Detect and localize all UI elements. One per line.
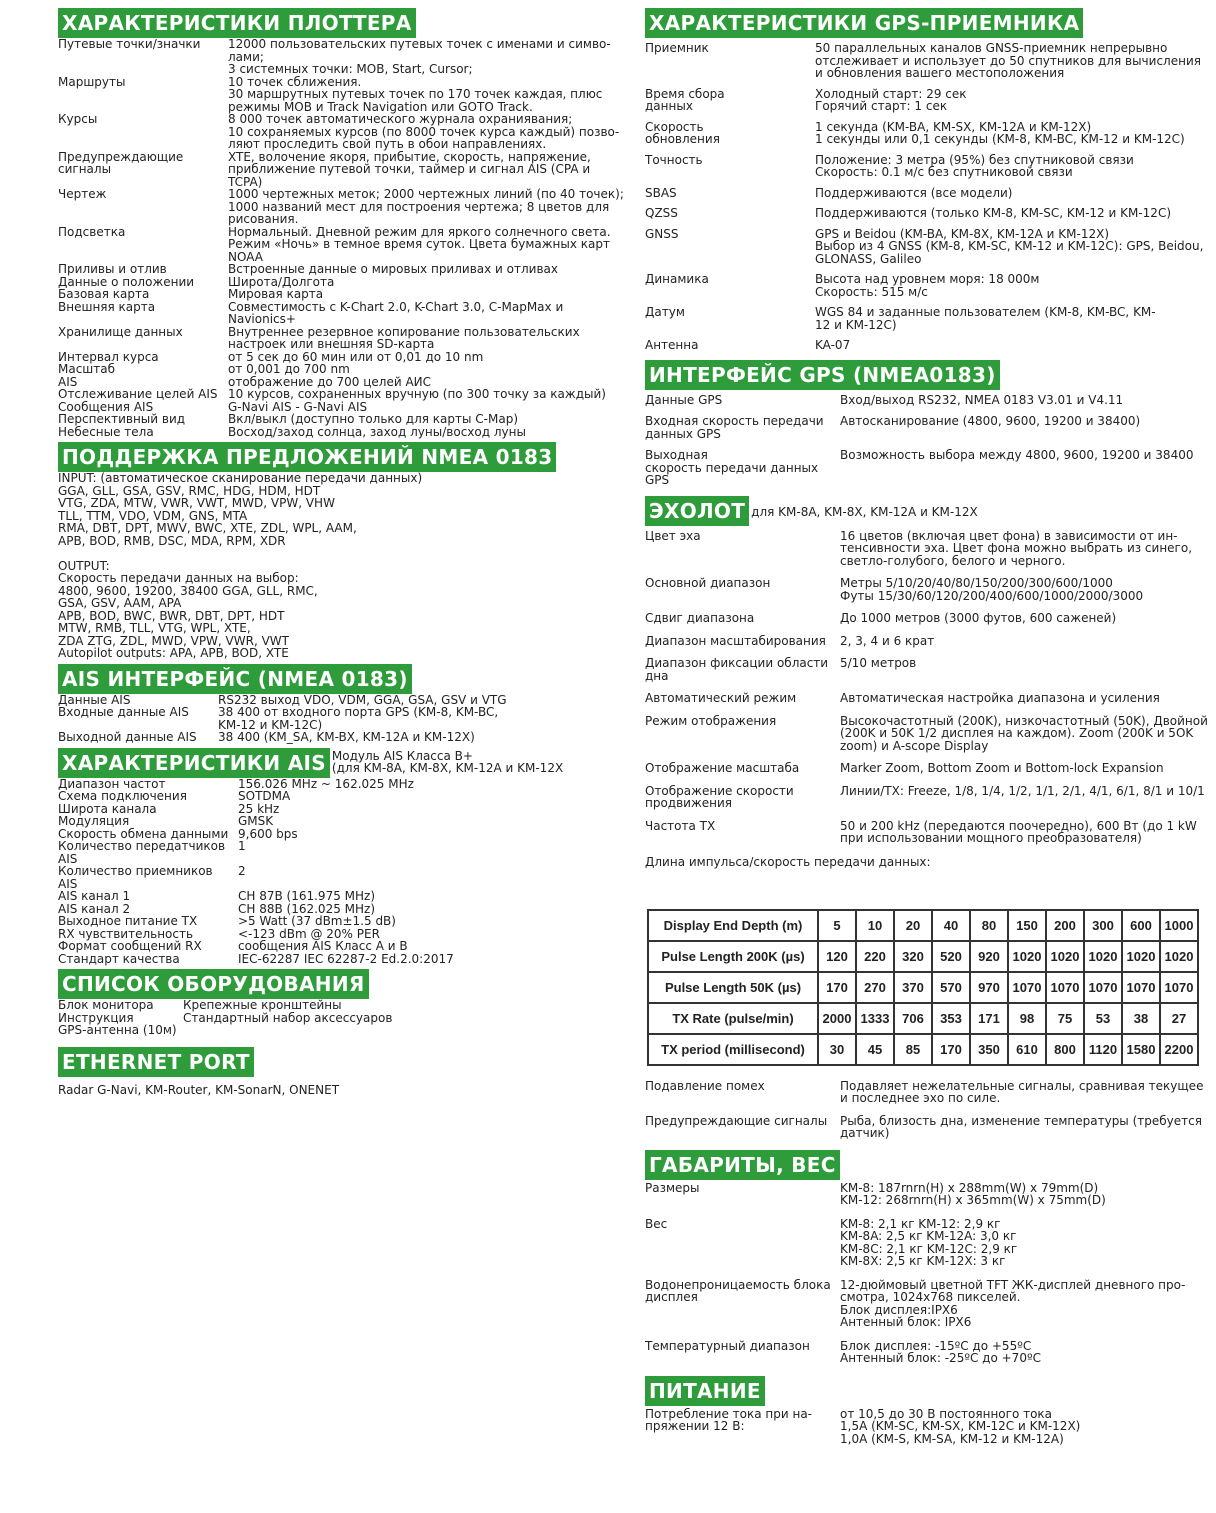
spec-row (58, 426, 630, 439)
table-cell: 1070 (1046, 972, 1084, 1003)
spec-label: Внешняя карта (58, 299, 156, 314)
spec-label: Сообщения AIS (58, 399, 154, 414)
spec-label: Приливы и отлив (58, 262, 167, 276)
table-cell: 520 (932, 941, 970, 972)
spec-value: Возможность выбора между 4800, 9600, 19200 и 38400 (840, 448, 1194, 462)
spec-label: Режим отображения (645, 713, 777, 728)
spec-value: >5 Watt (37 dBm±1.5 dB) (238, 914, 396, 928)
pulse-table-caption: Длина импульса/скорость передачи данных: (645, 854, 931, 869)
spec-row (645, 121, 1213, 146)
spec-row (58, 226, 630, 264)
spec-label: Динамика (645, 272, 709, 286)
spec-label: Скорость обновления (645, 119, 720, 146)
spec-value: от 0,001 до 700 nm (228, 362, 350, 376)
table-cell: 20 (894, 910, 932, 941)
section-header-dimensions: ГАБАРИТЫ, ВЕС (645, 1150, 840, 1180)
table-cell: 1333 (856, 1003, 894, 1034)
section-header-power: ПИТАНИЕ (645, 1376, 765, 1406)
table-cell: 170 (818, 972, 856, 1003)
spec-row (58, 915, 630, 928)
table-cell: 1070 (1084, 972, 1122, 1003)
ais-spec-list (58, 778, 630, 966)
ais-interface-spec-list (58, 694, 630, 744)
spec-value: от 10,5 до 30 В постоянного тока 1,5A (KM-SC, KM-SX, KM-12C и KM-12X) 1,0A (KM-S, KM-SA, KM-12 и KM-12A) (840, 1406, 1081, 1446)
table-cell: 45 (856, 1034, 894, 1065)
spec-value: 38 400 от входного порта GPS (KM-8, KM-BC, KM-12 и KM-12C) (218, 705, 499, 732)
spec-value: CH 87B (161.975 MHz) (238, 889, 376, 903)
spec-row (645, 692, 1213, 705)
table-row-header: TX Rate (pulse/min) (648, 1003, 818, 1034)
table-row-header: TX period (millisecond) (648, 1034, 818, 1065)
spec-row (58, 188, 630, 226)
table-cell: 80 (970, 910, 1008, 941)
table-cell: 2200 (1160, 1034, 1198, 1065)
spec-label: Количество приемников AIS (58, 864, 213, 891)
spec-row (58, 940, 630, 953)
spec-value: XTE, волочение якоря, прибытие, скорость, напряжение, приближение путевой точки, таймер и сигнал AIS (CPA и TCPA) (228, 149, 591, 189)
spec-row (645, 306, 1213, 331)
spec-value: Встроенные данные о мировых приливах и отливах (228, 262, 558, 276)
table-cell: 53 (1084, 1003, 1122, 1034)
spec-value: Стандартный набор аксессуаров (183, 1010, 393, 1025)
table-cell: 270 (856, 972, 894, 1003)
spec-value: KM-8: 2,1 кг KM-12: 2,9 кг KM-8A: 2,5 кг KM-12A: 3,0 кг KM-8C: 2,1 кг KM-12C: 2,9 кг KM-8X: 2,5 кг KM-12X: 3 кг (840, 1216, 1018, 1268)
spec-row (58, 840, 630, 865)
spec-row (645, 612, 1213, 625)
spec-label: Диапазон частот (58, 776, 166, 791)
section-header-gps: ХАРАКТЕРИСТИКИ GPS-ПРИЕМНИКА (645, 8, 1083, 38)
spec-label: Небесные тела (58, 424, 154, 439)
dimensions-section (645, 1150, 1213, 1365)
spec-label: AIS (58, 374, 78, 389)
spec-row (645, 1115, 1213, 1140)
sonar-spec-list-2 (645, 1080, 1213, 1140)
table-cell: 920 (970, 941, 1008, 972)
spec-value: 2 (238, 864, 246, 878)
spec-label: Сдвиг диапазона (645, 611, 755, 625)
spec-label: Датум (645, 305, 685, 319)
spec-label: GPS-антенна (10м) (58, 1023, 177, 1037)
spec-row (645, 1182, 1213, 1207)
spec-label: Перспективный вид (58, 412, 186, 426)
table-row (648, 972, 1198, 1003)
spec-row (58, 38, 630, 76)
spec-row (645, 207, 1213, 220)
spec-row (58, 263, 630, 276)
spec-label: Частота TX (645, 818, 716, 833)
spec-label: Температурный диапазон (645, 1338, 810, 1353)
spec-row (645, 577, 1213, 602)
spec-row (58, 790, 630, 803)
table-cell: 706 (894, 1003, 932, 1034)
spec-value: 2, 3, 4 и 6 крат (840, 633, 935, 648)
table-cell: 1020 (1046, 941, 1084, 972)
spec-label: Курсы (58, 112, 98, 126)
spec-row (645, 635, 1213, 648)
table-row (648, 1003, 1198, 1034)
table-cell: 1020 (1008, 941, 1046, 972)
spec-row (645, 1218, 1213, 1268)
table-cell: 170 (932, 1034, 970, 1065)
spec-label: Маршруты (58, 74, 126, 89)
table-cell: 98 (1008, 1003, 1046, 1034)
table-cell: 220 (856, 941, 894, 972)
spec-value: CH 88B (162.025 MHz) (238, 901, 376, 916)
spec-label: Вес (645, 1216, 668, 1231)
spec-row (645, 657, 1213, 682)
spec-label: Предупреждающие сигналы (58, 149, 184, 176)
spec-row (645, 530, 1213, 568)
spec-label: Потребление тока при на- пряжении 12 В: (645, 1406, 813, 1433)
spec-row (645, 228, 1213, 266)
table-cell: 10 (856, 910, 894, 941)
spec-row (58, 890, 630, 903)
spec-value: RS232 выход VDO, VDM, GGA, GSA, GSV и VTG (218, 692, 507, 707)
spec-row (645, 273, 1213, 298)
spec-row (58, 151, 630, 189)
spec-label: Диапазон фиксации области дна (645, 656, 829, 683)
spec-label: Отображение масштаба (645, 761, 800, 775)
sonar-section (645, 496, 1213, 1140)
spec-value: Положение: 3 метра (95%) без спутниковой связи Скорость: 0.1 м/с без спутниковой связи (815, 152, 1134, 179)
spec-value: Высокочастотный (200K), низкочастотный (50K), Двойной (200K и 50K 1/2 дисплея на каждом). Zoom (200K и 5OK zoom) и A-scope Display (840, 713, 1208, 753)
table-cell: 1020 (1122, 941, 1160, 972)
gps-interface-spec-list (645, 394, 1213, 487)
spec-label: Модуляция (58, 814, 130, 828)
equipment-list (58, 999, 630, 1037)
spec-label: Количество передатчиков AIS (58, 839, 226, 866)
spec-row (645, 1340, 1213, 1365)
spec-value: 156.026 MHz ~ 162.025 MHz (238, 776, 414, 791)
spec-label: Выходное питание TX (58, 914, 198, 928)
spec-label: Данные AIS (58, 692, 131, 707)
ethernet-devices: Radar G-Navi, KM-Router, KM-SonarN, ONENET (58, 1082, 340, 1097)
spec-row (645, 187, 1213, 200)
table-cell: 85 (894, 1034, 932, 1065)
spec-label: Широта канала (58, 801, 157, 816)
spec-row (58, 413, 630, 426)
spec-value: Автосканирование (4800, 9600, 19200 и 38400) (840, 414, 1141, 428)
spec-value: 9,600 bps (238, 826, 298, 841)
spec-row (58, 865, 630, 890)
spec-value: 50 и 200 kHz (передаются поочередно), 600 Вт (до 1 kW при использовании мощного преобразователя) (840, 818, 1197, 845)
spec-label: Входные данные AIS (58, 705, 189, 719)
spec-label: Схема подключения (58, 789, 187, 803)
spec-value: Холодный старт: 29 сек Горячий старт: 1 сек (815, 86, 967, 113)
table-cell: 75 (1046, 1003, 1084, 1034)
spec-row (645, 715, 1213, 753)
table-cell: 5 (818, 910, 856, 941)
section-header-ais-characteristics: ХАРАКТЕРИСТИКИ AIS (58, 748, 330, 778)
spec-value: GPS и Beidou (KM-BA, KM-8X, KM-12A и KM-12X) Выбор из 4 GNSS (KM-8, KM-SC, KM-12 и KM-12C): GPS, Beidou, GLONASS, Galileo (815, 226, 1204, 266)
table-cell: 2000 (818, 1003, 856, 1034)
spec-row (645, 339, 1213, 352)
section-header-ethernet: ETHERNET PORT (58, 1047, 254, 1077)
spec-value: 10 курсов, сохраненных вручную (по 300 точку за каждый) (228, 387, 606, 401)
spec-row (58, 326, 630, 351)
spec-value: Метры 5/10/20/40/80/150/200/300/600/1000 Футы 15/30/60/120/200/400/600/1000/2000/3000 (840, 576, 1144, 603)
table-cell: 150 (1008, 910, 1046, 941)
spec-label: Данные GPS (645, 392, 723, 407)
spec-value: 1 (238, 839, 246, 853)
spec-row (58, 388, 630, 401)
table-cell: 40 (932, 910, 970, 941)
spec-row (645, 1408, 1213, 1446)
spec-row (58, 113, 630, 151)
ais-interface-section (58, 664, 630, 744)
gps-interface-section (645, 360, 1213, 487)
spec-row (58, 288, 630, 301)
spec-value: от 5 сек до 60 мин или от 0,01 до 10 nm (228, 349, 484, 364)
spec-label: Подавление помех (645, 1078, 765, 1093)
spec-label: Отслеживание целей AIS (58, 387, 218, 401)
section-header-equipment: СПИСОК ОБОРУДОВАНИЯ (58, 969, 369, 999)
spec-value: Вход/выход RS232, NMEA 0183 V3.01 и V4.11 (840, 392, 1124, 407)
spec-value: сообщения AIS Класс A и B (238, 939, 408, 953)
table-cell: 30 (818, 1034, 856, 1065)
spec-value (183, 1024, 630, 1037)
table-cell: 1580 (1122, 1034, 1160, 1065)
table-cell: 320 (894, 941, 932, 972)
spec-row (58, 803, 630, 816)
spec-row (58, 999, 630, 1012)
spec-label: Цвет эха (645, 528, 701, 543)
spec-value: Крепежные кронштейны (183, 998, 342, 1012)
power-spec-list (645, 1408, 1213, 1446)
table-cell: 610 (1008, 1034, 1046, 1065)
spec-value: Marker Zoom, Bottom Zoom и Bottom-lock Expansion (840, 761, 1164, 775)
spec-label: Водонепроницаемость блока дисплея (645, 1277, 831, 1304)
plotter-spec-list (58, 38, 630, 438)
section-header-ais-interface: AIS ИНТЕРФЕЙС (NMEA 0183) (58, 664, 412, 694)
spec-value: 10 точек сближения. 30 маршрутных путевых точек по 170 точек каждая, плюс режимы MOB и Track Navigation или GOTO Track. (228, 74, 603, 114)
sonar-spec-list (645, 530, 1213, 845)
section-header-gps-interface: ИНТЕРФЕЙС GPS (NMEA0183) (645, 360, 1000, 390)
spec-label: QZSS (645, 206, 678, 220)
spec-label: Выходная скорость передачи данных GPS (645, 448, 819, 487)
spec-label: Автоматический режим (645, 691, 797, 705)
table-cell: 970 (970, 972, 1008, 1003)
table-cell: 370 (894, 972, 932, 1003)
spec-row (58, 953, 630, 966)
spec-label: AIS канал 1 (58, 889, 131, 903)
spec-label: Блок монитора (58, 998, 154, 1012)
spec-label: Основной диапазон (645, 576, 771, 590)
gps-section (645, 8, 1213, 352)
spec-label: Данные о положении (58, 274, 195, 289)
spec-label: Масштаб (58, 362, 116, 376)
spec-label: Путевые точки/значки (58, 37, 201, 51)
spec-label: Размеры (645, 1180, 700, 1195)
table-row (648, 910, 1198, 941)
pulse-length-table (647, 909, 1199, 1066)
spec-value: 1 секунда (KM-BA, KM-SX, KM-12A и KM-12X) 1 секунды или 0,1 секунды (KM-8, KM-BC, KM-12 и KM-12C) (815, 119, 1185, 146)
spec-row (645, 42, 1213, 80)
spec-value: 5/10 метров (840, 656, 917, 670)
right-column (645, 8, 1213, 1449)
power-section (645, 1376, 1213, 1446)
ais-module-note: Модуль AIS Класса B+ (для KM-8A, KM-8X, KM-12A и KM-12X (331, 748, 564, 775)
spec-label: Отображение скорости продвижения (645, 783, 794, 810)
spec-value: 8 000 точек автоматического журнала охраниявания; 10 сохраняемых курсов (по 8000 точек курса каждый) позво- ляют проследить свой путь в обои направлениях. (228, 112, 620, 151)
spec-label: SBAS (645, 185, 677, 200)
spec-value: 16 цветов (включая цвет фона) в зависимости от ин- тенсивности эха. Цвет фона можно выбрать из синего, светло-голубого, белого и черного. (840, 528, 1193, 568)
spec-value: Поддерживаются (все модели) (815, 185, 1013, 200)
spec-value: Рыба, близость дна, изменение температуры (требуется датчик) (840, 1113, 1202, 1140)
table-row-header: Pulse Length 200K (µs) (648, 941, 818, 972)
table-row-header: Display End Depth (m) (648, 910, 818, 941)
table-cell: 120 (818, 941, 856, 972)
spec-label: GNSS (645, 226, 679, 241)
table-cell: 38 (1122, 1003, 1160, 1034)
spec-value: 50 параллельных каналов GNSS-приемник непрерывно отслеживает и использует до 50 спутников для вычисления и обновления вашего местоположения (815, 41, 1201, 80)
spec-value: Автоматическая настройка диапазона и усиления (840, 691, 1160, 705)
spec-value: До 1000 метров (3000 футов, 600 саженей) (840, 611, 1117, 625)
nmea-sentence-list: INPUT: (автоматическое сканирование передачи данных) GGA, GLL, GSA, GSV, RMC, HDG, HDM, HDT VTG, ZDA, MTW, VWR, VWT, MWD, VPW, VHW TLL, TTM, VDO, VDM, GNS, MTA RMA, DBT, DPT, MWV, BWC, XTE, ZDL, WPL, AAM, APB, BOD, RMB, DSC, MDA, RPM, XDR OUTPUT: Скорость передачи данных на выбор: 4800, 9600, 19200, 38400 GGA, GLL, RMC, GSA, GSV, AAM, APA APB, BOD, BWC, BWR, DBT, DPT, HDT MTW, RMB, TLL, VTG, WPL, XTE, ZDA ZTG, ZDL, MWD, VPW, VWR, VWT Autopilot outputs: APA, APB, BOD, XTE (58, 471, 423, 660)
spec-row (58, 363, 630, 376)
spec-value: 25 kHz (238, 801, 280, 816)
spec-label: Инструкция (58, 1010, 134, 1025)
spec-label: Интервал курса (58, 349, 159, 364)
nmea-section (58, 442, 630, 660)
table-cell: 171 (970, 1003, 1008, 1034)
spec-row (645, 762, 1213, 775)
spec-value: G-Navi AIS - G-Navi AIS (228, 399, 368, 414)
spec-label: Чертеж (58, 187, 107, 201)
spec-value: Поддерживаются (только KM-8, KM-SC, KM-12 и KM-12C) (815, 206, 1172, 220)
spec-value: Линии/TX: Freeze, 1/8, 1/4, 1/2, 1/1, 2/1, 4/1, 6/1, 8/1 и 10/1 (840, 783, 1205, 798)
spec-value: Нормальный. Дневной режим для яркого солнечного света. Режим «Ночь» в темное время суток. Цвета бумажных карт NOAA (228, 224, 611, 264)
spec-label: Диапазон масштабирования (645, 633, 826, 648)
table-cell: 1070 (1122, 972, 1160, 1003)
table-cell: 1070 (1008, 972, 1046, 1003)
spec-value: SOTDMA (238, 789, 291, 803)
table-cell: 27 (1160, 1003, 1198, 1034)
spec-row (645, 1279, 1213, 1329)
spec-value: Высота над уровнем моря: 18 000м Скорость: 515 м/с (815, 272, 1040, 299)
table-cell: 800 (1046, 1034, 1084, 1065)
spec-label: Предупреждающие сигналы (645, 1113, 828, 1128)
table-cell: 1000 (1160, 910, 1198, 941)
table-cell: 300 (1084, 910, 1122, 941)
table-cell: 1020 (1084, 941, 1122, 972)
spec-label: RX чувствительность (58, 926, 194, 941)
spec-value: 12-дюймовый цветной TFT ЖК-дисплей дневного про- смотра, 1024x768 пикселей. Блок дисплея:IPX6 Антенный блок: IPX6 (840, 1277, 1186, 1329)
spec-value: Внутреннее резервное копирование пользовательских настроек или внешняя SD-карта (228, 324, 580, 351)
left-column (58, 8, 630, 1101)
spec-value: Вкл/выкл (доступно только для карты C-Map) (228, 412, 519, 426)
spec-value: 12000 пользовательских путевых точек с именами и симво- лами; 3 системных точки: MOB, Start, Cursor; (228, 37, 611, 76)
spec-label: Выходной данные AIS (58, 730, 197, 744)
table-cell: 353 (932, 1003, 970, 1034)
equipment-section (58, 969, 630, 1037)
section-header-nmea: ПОДДЕРЖКА ПРЕДЛОЖЕНИЙ NMEA 0183 (58, 442, 556, 472)
spec-row (58, 76, 630, 114)
spec-value: Подавляет нежелательные сигналы, сравнивая текущее и последнее эхо по силе. (840, 1078, 1204, 1105)
spec-label: Точность (645, 152, 703, 167)
spec-row (645, 820, 1213, 845)
spec-label: Время сбора данных (645, 86, 725, 113)
table-cell: 1120 (1084, 1034, 1122, 1065)
table-cell: 1070 (1160, 972, 1198, 1003)
spec-row (58, 815, 630, 828)
spec-value: KA-07 (815, 338, 851, 352)
spec-row (645, 1080, 1213, 1105)
spec-value: IEC-62287 IEC 62287-2 Ed.2.0:2017 (238, 951, 454, 966)
ethernet-section (58, 1047, 630, 1097)
table-row-header: Pulse Length 50K (µs) (648, 972, 818, 1003)
spec-row (645, 415, 1213, 440)
spec-row (645, 88, 1213, 113)
spec-row (645, 449, 1213, 487)
dimensions-spec-list (645, 1182, 1213, 1365)
spec-row (58, 731, 630, 744)
spec-value: Широта/Долгота (228, 274, 335, 289)
table-cell: 1020 (1160, 941, 1198, 972)
table-row (648, 1034, 1198, 1065)
table-row (648, 941, 1198, 972)
plotter-section (58, 8, 630, 438)
spec-label: Входная скорость передачи данных GPS (645, 414, 824, 441)
spec-row (58, 706, 630, 731)
spec-value: 38 400 (KM_SA, KM-BX, KM-12A и KM-12X) (218, 730, 475, 744)
spec-label: Подсветка (58, 224, 126, 239)
spec-value: WGS 84 и заданные пользователем (KM-8, KM-BC, KM- 12 и KM-12C) (815, 305, 1156, 332)
table-cell: 350 (970, 1034, 1008, 1065)
spec-value: Блок дисплея: -15ºC до +55ºC Антенный блок: -25ºC до +70ºC (840, 1338, 1041, 1365)
spec-row (58, 1024, 630, 1037)
spec-row (645, 154, 1213, 179)
spec-value: Мировая карта (228, 287, 324, 301)
spec-value: GMSK (238, 814, 274, 828)
spec-value: Восход/заход солнца, заход луны/восход луны (228, 424, 526, 439)
spec-label: AIS канал 2 (58, 901, 131, 916)
gps-spec-list (645, 42, 1213, 352)
table-cell: 570 (932, 972, 970, 1003)
spec-value: Совместимость с K-Chart 2.0, K-Chart 3.0, C-MapMax и Navionics+ (228, 299, 564, 326)
section-header-sonar: ЭХОЛОТ (645, 496, 749, 526)
ais-characteristics-section (58, 748, 630, 966)
spec-label: Формат сообщений RX (58, 939, 202, 953)
spec-value: <-123 dBm @ 20% PER (238, 926, 380, 941)
sonar-models-note: для KM-8A, KM-8X, KM-12A и KM-12X (751, 504, 978, 519)
spec-value: KM-8: 187rnrn(H) x 288mm(W) x 79mm(D) KM-12: 268rnrn(H) x 365mm(W) x 75mm(D) (840, 1180, 1106, 1207)
spec-value: 1000 чертежных меток; 2000 чертежных линий (по 40 точек); 1000 названий мест для построения чертежа; 8 цветов для рисования. (228, 187, 624, 226)
spec-label: Антенна (645, 338, 699, 352)
table-cell: 200 (1046, 910, 1084, 941)
spec-row (645, 394, 1213, 407)
spec-row (58, 301, 630, 326)
spec-label: Приемник (645, 41, 709, 55)
table-cell: 600 (1122, 910, 1160, 941)
spec-label: Базовая карта (58, 287, 150, 301)
section-header-plotter: ХАРАКТЕРИСТИКИ ПЛОТТЕРА (58, 8, 416, 38)
spec-label: Стандарт качества (58, 951, 180, 966)
spec-value: отображение до 700 целей АИС (228, 374, 432, 389)
spec-label: Скорость обмена данными (58, 826, 229, 841)
spec-row (645, 785, 1213, 810)
spec-label: Хранилище данных (58, 324, 183, 339)
